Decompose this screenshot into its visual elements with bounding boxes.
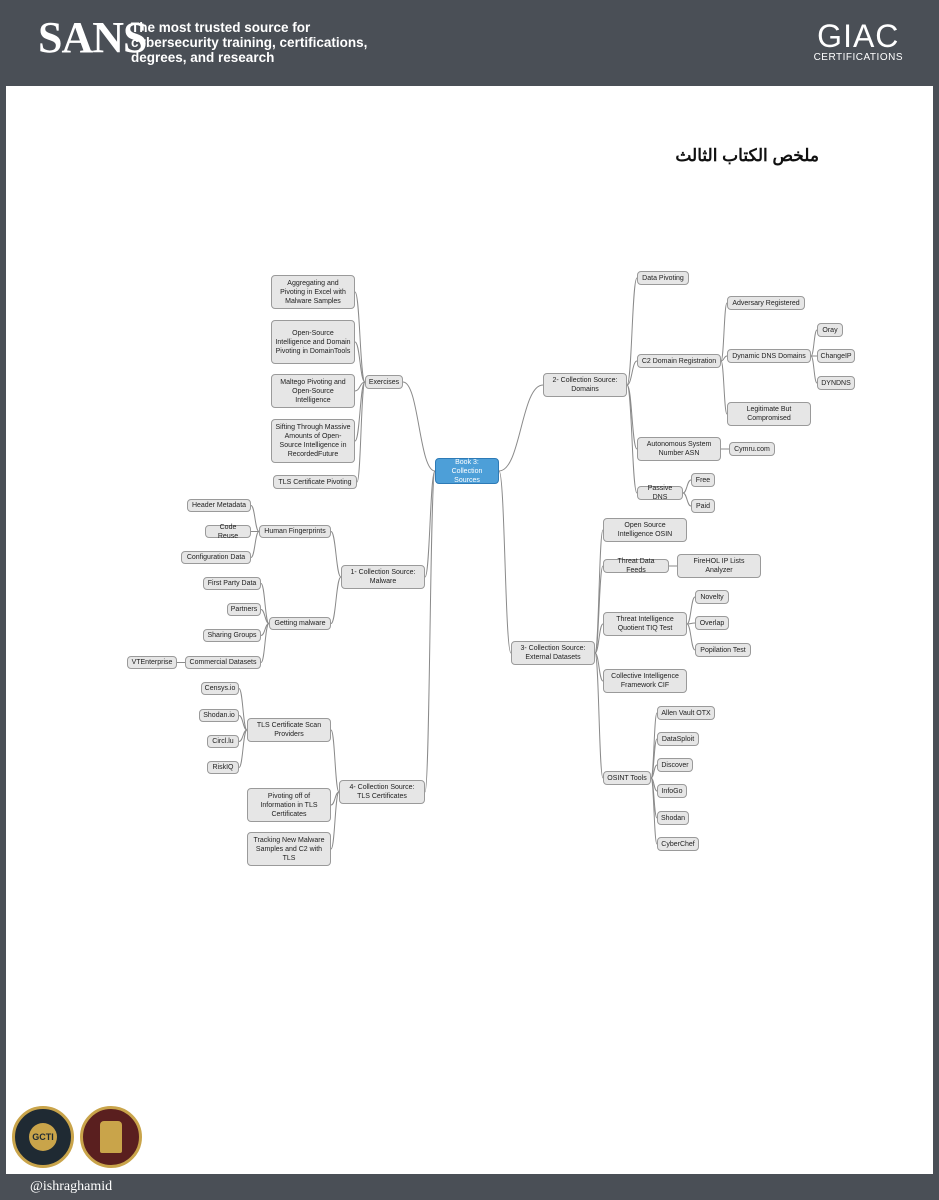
chess-rook-icon (100, 1121, 122, 1153)
edge-cs-tls-tracking (331, 792, 339, 849)
edge-cs-domains-data-piv (627, 278, 637, 385)
node-cs-domains: 2- Collection Source: Domains (543, 373, 627, 397)
node-otx: Allen Vault OTX (657, 706, 715, 720)
edge-pdns-free (683, 480, 691, 493)
node-header-meta: Header Metadata (187, 499, 251, 512)
node-tiq: Threat Intelligence Quotient TIQ Test (603, 612, 687, 636)
node-oray: Oray (817, 323, 843, 337)
node-data-piv: Data Pivoting (637, 271, 689, 285)
node-cif: Collective Intelligence Framework CIF (603, 669, 687, 693)
edge-human-fp-config-data (251, 532, 259, 558)
sans-logo: SANS (38, 13, 147, 62)
node-free: Free (691, 473, 715, 487)
gcti-badge-text: GCTI (29, 1123, 57, 1151)
node-cymru: Cymru.com (729, 442, 775, 456)
node-pdns: Passive DNS (637, 486, 683, 500)
edge-cs-domains-pdns (627, 385, 637, 493)
node-adv-reg: Adversary Registered (727, 296, 805, 310)
node-root: Book 3: Collection Sources (435, 458, 499, 484)
mindmap-edges (6, 86, 933, 1174)
edge-root-exercises (403, 382, 435, 471)
node-novelty: Novelty (695, 590, 729, 604)
node-osint-src: Open Source Intelligence OSIN (603, 518, 687, 542)
footer-bar (0, 1174, 939, 1200)
node-vtent: VTEnterprise (127, 656, 177, 669)
node-tracking: Tracking New Malware Samples and C2 with TLS (247, 832, 331, 866)
node-first-party: First Party Data (203, 577, 261, 590)
node-c2-reg: C2 Domain Registration (637, 354, 721, 368)
node-osint-dt: Open-Source Intelligence and Domain Pivoting in DomainTools (271, 320, 355, 364)
node-cs-tls: 4- Collection Source: TLS Certificates (339, 780, 425, 804)
document-page (6, 86, 933, 1174)
node-exercises: Exercises (365, 375, 403, 389)
edge-cs-ext-osint-tools (595, 653, 603, 778)
node-config-data: Configuration Data (181, 551, 251, 564)
author-handle: @ishraghamid (30, 1179, 113, 1194)
node-code-reuse: Code Reuse (205, 525, 251, 538)
node-maltego: Maltego Pivoting and Open-Source Intelligence (271, 374, 355, 408)
gcti-badge (12, 1106, 74, 1168)
node-paid: Paid (691, 499, 715, 513)
node-cs-malware: 1- Collection Source: Malware (341, 565, 425, 589)
node-human-fp: Human Fingerprints (259, 525, 331, 538)
edge-human-fp-header-meta (251, 506, 259, 532)
giac-logo-text: GIAC (817, 18, 900, 54)
for578-badge (80, 1106, 142, 1168)
node-population: Popilation Test (695, 643, 751, 657)
node-tls-scan: TLS Certificate Scan Providers (247, 718, 331, 742)
node-discover: Discover (657, 758, 693, 772)
edge-tiq-population (687, 624, 695, 650)
node-dyndns: DYNDNS (817, 376, 855, 390)
node-sifting: Sifting Through Massive Amounts of Open-Source Intelligence in RecordedFuture (271, 419, 355, 463)
node-sharing: Sharing Groups (203, 629, 261, 642)
node-agg: Aggregating and Pivoting in Excel with Malware Samples (271, 275, 355, 309)
node-changeip: ChangeIP (817, 349, 855, 363)
node-pivot-tls: Pivoting off of Information in TLS Certificates (247, 788, 331, 822)
edge-pdns-paid (683, 493, 691, 506)
node-riskiq: RiskIQ (207, 761, 239, 774)
node-getting-mw: Getting malware (269, 617, 331, 630)
edge-root-cs-ext (499, 471, 511, 653)
edge-cs-tls-tls-scan (331, 730, 339, 792)
edge-cs-malware-human-fp (331, 532, 341, 578)
node-overlap: Overlap (695, 616, 729, 630)
node-partners: Partners (227, 603, 261, 616)
mindmap (6, 86, 933, 1174)
giac-logo (814, 20, 903, 63)
node-firehol: FireHOL IP Lists Analyzer (677, 554, 761, 578)
page-title: ملخص الكتاب الثالث (675, 146, 819, 165)
node-tls-piv: TLS Certificate Pivoting (273, 475, 357, 489)
edge-cs-malware-getting-mw (331, 577, 341, 624)
node-osint-tools: OSINT Tools (603, 771, 651, 785)
node-cs-ext: 3- Collection Source: External Datasets (511, 641, 595, 665)
node-datasploit: DataSploit (657, 732, 699, 746)
node-legit: Legitimate But Compromised (727, 402, 811, 426)
node-censys: Censys.io (201, 682, 239, 695)
sans-tagline: The most trusted source for cybersecurity training, certifications, degrees, and research (131, 20, 368, 65)
edge-cs-ext-osint-src (595, 530, 603, 653)
node-commercial: Commercial Datasets (185, 656, 261, 669)
node-cyberchef: CyberChef (657, 837, 699, 851)
node-tdf: Threat Data Feeds (603, 559, 669, 573)
giac-logo-subtext: CERTIFICATIONS (813, 52, 903, 63)
edge-tiq-novelty (687, 597, 695, 624)
edge-exercises-agg (355, 292, 365, 382)
node-asn: Autonomous System Number ASN (637, 437, 721, 461)
edge-root-cs-domains (499, 385, 543, 471)
node-dyn-dns: Dynamic DNS Domains (727, 349, 811, 363)
header-banner (0, 0, 939, 86)
node-infogo: InfoGo (657, 784, 687, 798)
node-shodan: Shodan (657, 811, 689, 825)
node-circl: Circl.lu (207, 735, 239, 748)
node-shodanio: Shodan.io (199, 709, 239, 722)
